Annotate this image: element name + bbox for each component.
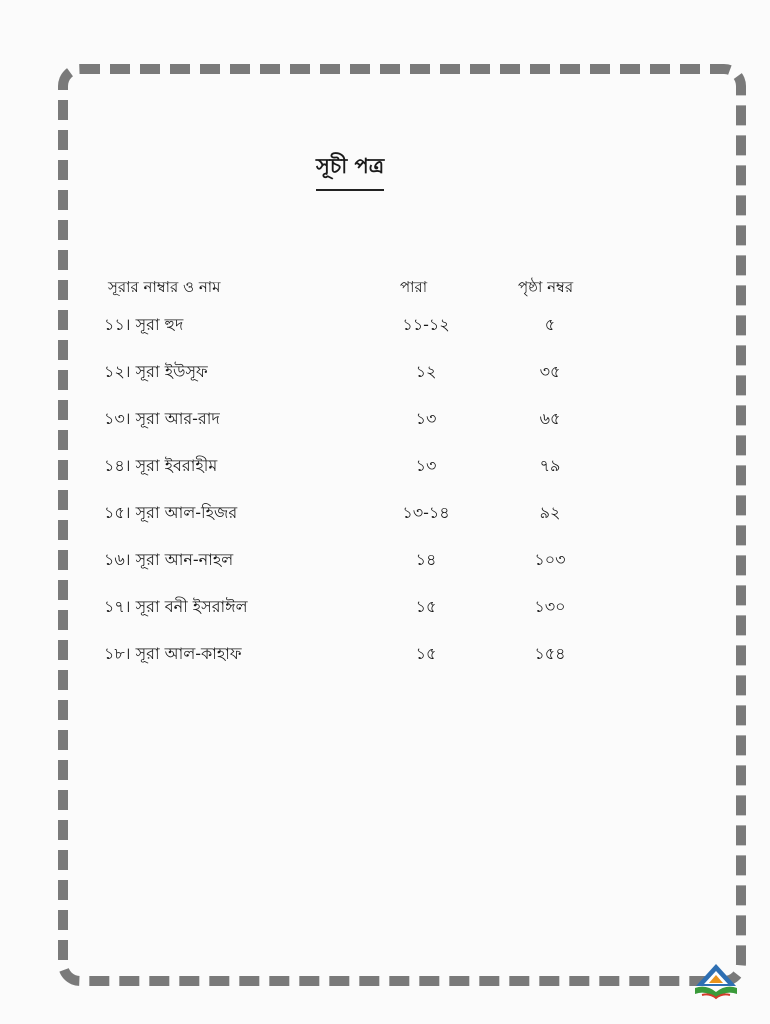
row-name: ১৬। সূরা আন-নাহল xyxy=(104,550,234,569)
row-page-number: ৫ xyxy=(544,315,556,334)
row-page-number: ৭৯ xyxy=(539,456,561,475)
column-header-name: সূরার নাম্বার ও নাম xyxy=(108,278,221,296)
table-row xyxy=(0,594,770,622)
row-para: ১৩ xyxy=(415,409,437,428)
row-para: ১২ xyxy=(415,362,437,381)
table-row xyxy=(0,359,770,387)
row-para: ১৪ xyxy=(415,550,437,569)
row-page-number: ৩৫ xyxy=(539,362,561,381)
row-name: ১৭। সূরা বনী ইসরাঈল xyxy=(104,597,248,616)
row-name: ১৮। সূরা আল-কাহাফ xyxy=(104,644,242,663)
row-page-number: ৯২ xyxy=(539,503,561,522)
row-para: ১১-১২ xyxy=(402,315,450,334)
row-para: ১৫ xyxy=(415,597,437,616)
table-row xyxy=(0,547,770,575)
row-name: ১৪। সূরা ইবরাহীম xyxy=(104,456,218,475)
column-header-para: পারা xyxy=(400,278,428,296)
row-page-number: ৬৫ xyxy=(539,409,561,428)
table-row xyxy=(0,500,770,528)
row-name: ১১। সূরা হুদ xyxy=(104,315,184,334)
table-row xyxy=(0,312,770,340)
row-name: ১৫। সূরা আল-হিজর xyxy=(104,503,238,522)
row-page-number: ১৫৪ xyxy=(534,644,566,663)
row-name: ১২। সূরা ইউসূফ xyxy=(104,362,208,381)
row-para: ১৩ xyxy=(415,456,437,475)
table-row xyxy=(0,453,770,481)
table-row xyxy=(0,406,770,434)
page-title: সূচী পত্র xyxy=(316,150,384,191)
open-book-logo-icon xyxy=(692,962,740,1002)
row-page-number: ১৩০ xyxy=(534,597,566,616)
column-header-page: পৃষ্ঠা নম্বর xyxy=(518,278,574,296)
table-row xyxy=(0,641,770,669)
row-name: ১৩। সূরা আর-রাদ xyxy=(104,409,220,428)
row-page-number: ১০৩ xyxy=(534,550,566,569)
row-para: ১৩-১৪ xyxy=(402,503,450,522)
row-para: ১৫ xyxy=(415,644,437,663)
